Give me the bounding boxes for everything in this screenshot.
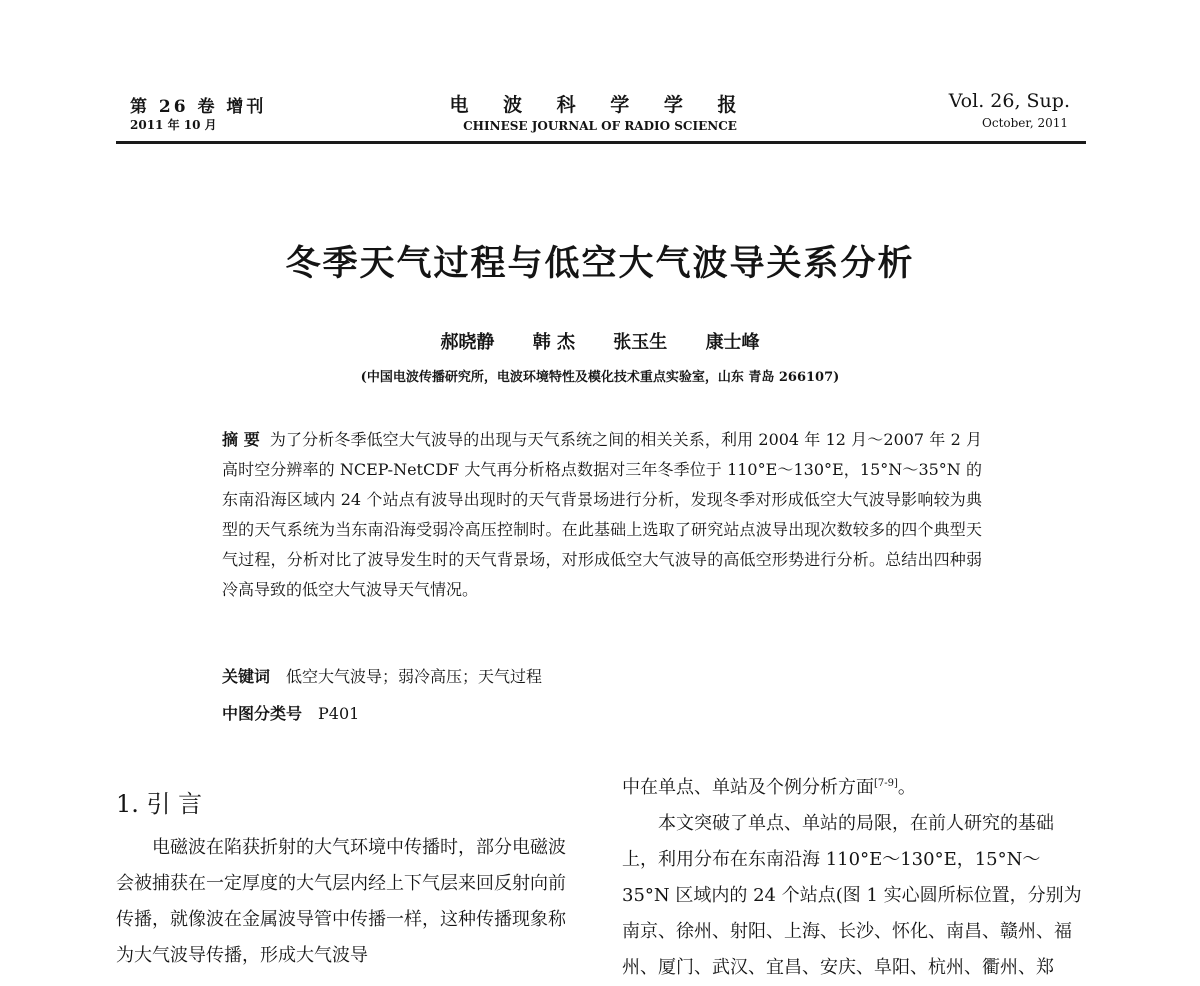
paper-title: 冬季天气过程与低空大气波导关系分析: [285, 244, 915, 284]
classification: [222, 701, 359, 724]
body-line-end: 。: [897, 777, 916, 798]
keywords-text: 低空大气波导；弱冷高压；天气过程: [286, 667, 543, 686]
body-column-left: [116, 830, 576, 974]
body-paragraph: 电磁波在陷获折射的大气环境中传播时，部分电磁波会被捕获在一定厚度的大气层内经上下气层来回反射向前传播，就像波在金属波导管中传播一样，这种传播现象称为大气波导传播，形成大气波导: [116, 837, 566, 966]
body-paragraph-continued: [622, 766, 1084, 806]
volume-cn: 第 26 卷 增刊: [130, 97, 267, 117]
section-heading: 1. 引 言: [116, 790, 203, 818]
abstract: [222, 425, 982, 605]
abstract-label: 摘 要: [222, 430, 260, 449]
author: 张玉生: [613, 332, 668, 353]
citation-ref: [7-9]: [874, 778, 898, 789]
header-rule: [116, 141, 1086, 144]
affiliation: (中国电波传播研究所，电波环境特性及模化技术重点实验室，山东 青岛 266107): [360, 370, 840, 385]
classification-code: P401: [318, 704, 360, 723]
classification-label: 中图分类号: [222, 704, 303, 723]
body-line: 中在单点、单站及个例分析方面: [622, 777, 874, 798]
keywords-label: 关键词: [222, 667, 271, 686]
date-en: October, 2011: [982, 116, 1068, 130]
journal-name-cn: 电 波 科 学 学 报: [449, 94, 751, 116]
author: 康士峰: [705, 332, 760, 353]
author: 韩 杰: [532, 332, 575, 353]
author: 郝晓静: [440, 332, 495, 353]
date-cn: 2011 年 10 月: [130, 118, 217, 132]
abstract-text: 为了分析冬季低空大气波导的出现与天气系统之间的相关关系，利用 2004 年 12 月～2007 年 2 月高时空分辨率的 NCEP-NetCDF 大气再分析格点数据对三年冬季位于 110°E～130°E，15°N～35°N 的东南沿海区域内 24 个站点有波导出现时的天气背景场进行分析，发现冬季对形成低空大气波导影响较为典型的天气系统为当东南沿海受弱冷高压控制时。在此基础上选取了研究站点波导出现次数较多的四个典型天气过程，分析对比了波导发生时的天气背景场，对形成低空大气波导的高低空形势进行分析。总结出四种弱冷高导致的低空大气波导天气情况。: [222, 430, 982, 599]
author-list: [0, 328, 1200, 354]
volume-en: Vol. 26, Sup.: [948, 90, 1070, 112]
journal-name-en: CHINESE JOURNAL OF RADIO SCIENCE: [463, 119, 737, 133]
keywords: [222, 664, 542, 687]
body-paragraph: 本文突破了单点、单站的局限，在前人研究的基础上，利用分布在东南沿海 110°E～130°E，15°N～35°N 区域内的 24 个站点(图 1 实心圆所标位置，分别为南京、徐州、射阳、上海、长沙、怀化、南昌、赣州、福州、厦门、武汉、宜昌、安庆、阜阳、杭州、衢州、郑: [622, 813, 1082, 978]
body-column-right: [622, 766, 1084, 986]
journal-name: [430, 90, 770, 133]
